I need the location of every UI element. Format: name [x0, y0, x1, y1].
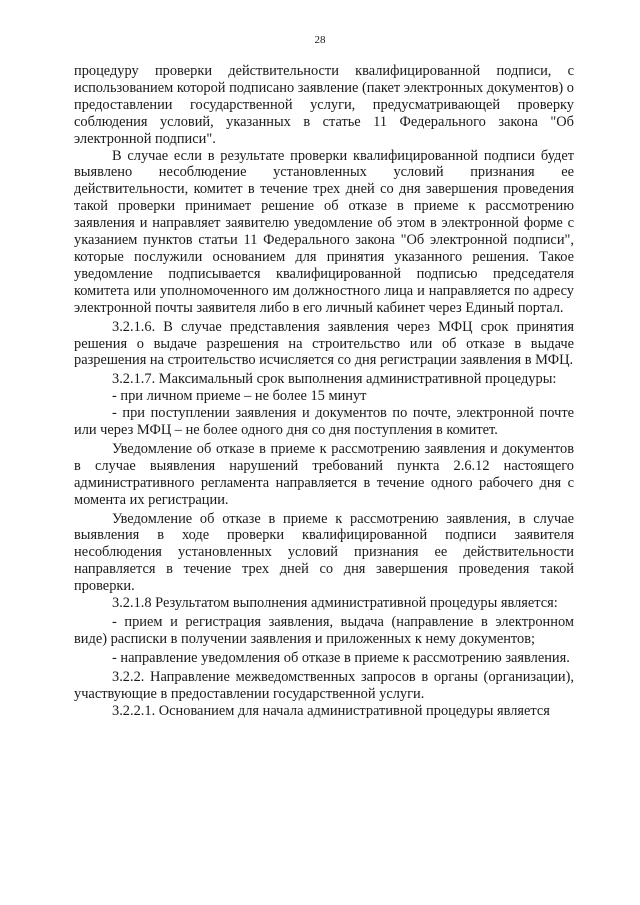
list-item: - направление уведомления об отказе в приеме к рассмотрению заявления.	[112, 649, 570, 666]
document-body	[74, 63, 574, 719]
paragraph: В случае если в результате проверки квалифицированной подписи будет выявлено несоблюдение установленных условий признания ее действительности, комитет в течение трех дней со дня завершения проведения такой проверки принимает решение об отказе в приеме к рассмотрению заявления и направляет заявителю уведомление об этом в электронной форме с указанием пунктов статьи 11 Федерального закона "Об электронной подписи", которые послужили основанием для принятия указанного решения. Такое уведомление подписывается квалифицированной подписью председателя комитета или уполномоченного им должностного лица и направляется по адресу электронной почты заявителя либо в его личный кабинет через Единый портал.	[74, 147, 574, 316]
paragraph-section-3-2-2-1: 3.2.2.1. Основанием для начала административной процедуры является	[112, 702, 550, 719]
paragraph-section-3-2-2: 3.2.2. Направление межведомственных запросов в органы (организации), участвующие в предоставлении государственной услуги.	[74, 668, 574, 702]
paragraph: Уведомление об отказе в приеме к рассмотрению заявления, в случае выявления в ходе проверки квалифицированной подписи заявителя несоблюдения установленных условий признания ее действительности направляется в течение трех дней со дня завершения проведения такой проверки.	[74, 510, 574, 595]
paragraph-section-3-2-1-7: 3.2.1.7. Максимальный срок выполнения административной процедуры:	[112, 371, 557, 388]
paragraph-section-3-2-1-8: 3.2.1.8 Результатом выполнения административной процедуры является:	[112, 595, 558, 612]
list-item: - прием и регистрация заявления, выдача (направление в электронном виде) расписки в получении заявления и приложенных к нему документов;	[74, 614, 574, 647]
paragraph-section-3-2-1-6: 3.2.1.6. В случае представления заявления через МФЦ срок принятия решения о выдаче разрешения на строительство или об отказе в выдаче разрешения на строительство исчисляется со дня регистрации заявления в МФЦ.	[74, 318, 574, 369]
list-item: - при личном приеме – не более 15 минут	[112, 388, 367, 405]
page-number: 28	[314, 34, 326, 46]
paragraph: Уведомление об отказе в приеме к рассмотрению заявления и документов в случае выявления нарушений требований пункта 2.6.12 настоящего административного регламента направляется в течение одного рабочего дня с момента их регистрации.	[74, 440, 574, 508]
list-item: - при поступлении заявления и документов по почте, электронной почте или через МФЦ – не более одного дня со дня поступления в комитет.	[74, 405, 574, 439]
paragraph: процедуру проверки действительности квалифицированной подписи, с использованием которой подписано заявление (пакет электронных документов) о предоставлении государственной услуги, предусматривающей проверку соблюдения условий, указанных в статье 11 Федерального закона "Об электронной подписи".	[74, 63, 574, 147]
